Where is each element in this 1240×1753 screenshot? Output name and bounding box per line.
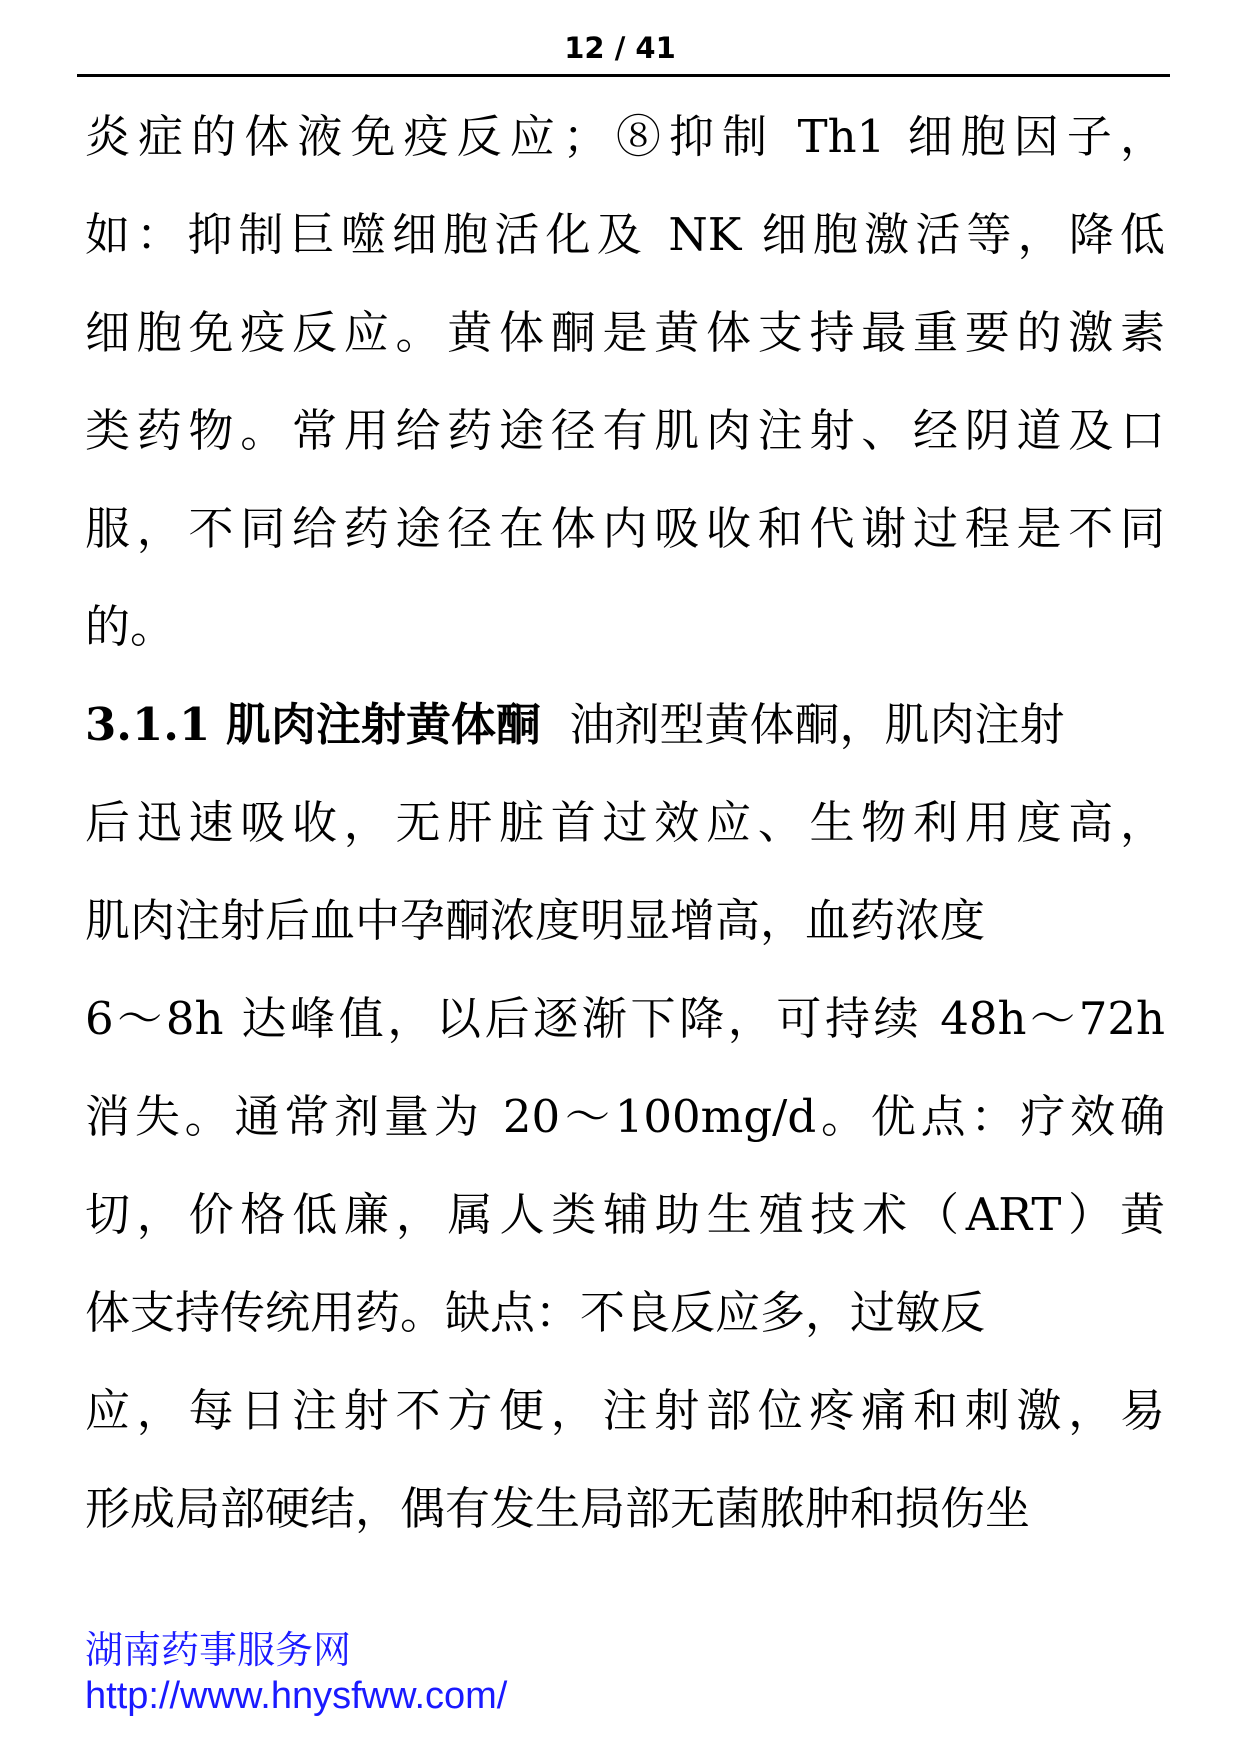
footer [85,1627,785,1719]
footer-site-name[interactable]: 湖南药事服务网 [85,1628,352,1672]
body-line: 服，不同给药途径在体内吸收和代谢过程是不同 [85,502,1165,555]
footer-url-link[interactable]: http://www.hnysfww.com/ [85,1675,508,1717]
section-line: 形成局部硬结，偶有发生局部无菌脓肿和损伤坐 [85,1482,1031,1535]
section-first-line-text: 油剂型黄体酮，肌肉注射 [569,698,1065,751]
section-line: 消失。通常剂量为 20～100mg/d。优点：疗效确 [85,1090,1165,1143]
body-line: 细胞免疫反应。黄体酮是黄体支持最重要的激素 [85,306,1165,359]
body-line: 如：抑制巨噬细胞活化及 NK 细胞激活等，降低 [85,208,1165,261]
section-first-line [85,676,1165,774]
body-line: 的。 [85,600,176,653]
body-line: 炎症的体液免疫反应；⑧抑制 Th1 细胞因子， [85,110,1165,163]
section-heading: 3.1.1 肌肉注射黄体酮 [85,698,541,751]
header-divider [77,74,1170,77]
section-line: 体支持传统用药。缺点：不良反应多，过敏反 [85,1286,986,1339]
section-line: 后迅速吸收，无肝脏首过效应、生物利用度高， [85,796,1165,849]
document-body [85,88,1165,1558]
section-line: 应，每日注射不方便，注射部位疼痛和刺激，易 [85,1384,1165,1437]
section-line: 切，价格低廉，属人类辅助生殖技术（ART）黄 [85,1188,1165,1241]
section-line: 肌肉注射后血中孕酮浓度明显增高，血药浓度 [85,894,986,947]
page-number: 12 / 41 [564,31,676,65]
body-line: 类药物。常用给药途径有肌肉注射、经阴道及口 [85,404,1165,457]
section-line: 6～8h 达峰值，以后逐渐下降，可持续 48h～72h [85,992,1165,1045]
